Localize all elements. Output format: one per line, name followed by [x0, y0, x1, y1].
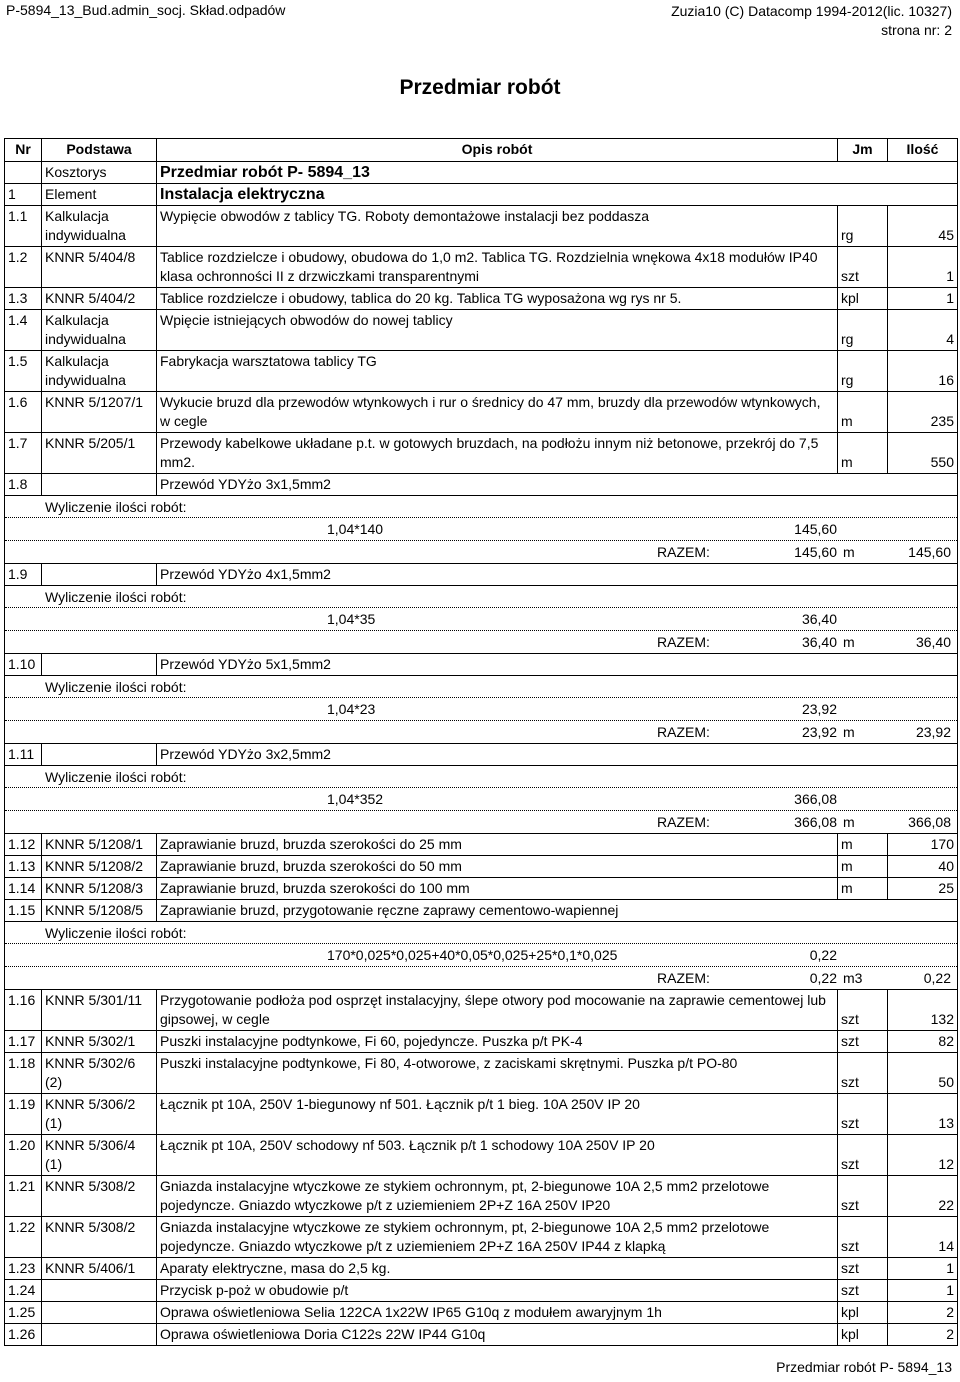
document-name: P-5894_13_Bud.admin_socj. Skład.odpadów — [6, 2, 286, 18]
row-base: KNNR 5/1208/2 — [42, 856, 157, 878]
row-nr: 1.11 — [5, 744, 42, 766]
row-base: KNNR 5/302/6 (2) — [42, 1053, 157, 1094]
software-info — [671, 2, 952, 40]
calc-formula: 1,04*140 — [327, 521, 384, 537]
row-nr: 1.24 — [5, 1280, 42, 1302]
row-unit: szt — [838, 1176, 888, 1217]
row-desc: Przewód YDYżo 4x1,5mm2 — [157, 564, 958, 586]
row-base — [42, 1280, 157, 1302]
row-quantity: 132 — [888, 990, 958, 1031]
row-base: KNNR 5/404/8 — [42, 247, 157, 288]
calc-detail-row — [5, 496, 958, 564]
table-row — [5, 1094, 958, 1135]
row-desc: Puszki instalacyjne podtynkowe, Fi 60, pojedyncze. Puszka p/t PK-4 — [157, 1031, 838, 1053]
calc-detail-row — [5, 676, 958, 744]
row-desc: Zaprawianie bruzd, bruzda szerokości do 50 mm — [157, 856, 838, 878]
row-unit: rg — [838, 206, 888, 247]
row-base — [42, 1302, 157, 1324]
row-base: Kalkulacja indywidualna — [42, 351, 157, 392]
row-nr: 1.1 — [5, 206, 42, 247]
row-quantity: 25 — [888, 878, 958, 900]
table-row — [5, 1053, 958, 1094]
calc-line — [5, 608, 957, 631]
row-unit: kpl — [838, 288, 888, 310]
row-nr: 1.18 — [5, 1053, 42, 1094]
calc-detail-row — [5, 766, 958, 834]
row-desc: Łącznik pt 10A, 250V 1-biegunowy nf 501. Łącznik p/t 1 bieg. 10A 250V IP 20 — [157, 1094, 838, 1135]
calc-label: Wyliczenie ilości robót: — [5, 922, 957, 944]
row-quantity: 1 — [888, 1280, 958, 1302]
row-desc: Tablice rozdzielcze i obudowy, tablica do 20 kg. Tablica TG wyposażona wg rys nr 5. — [157, 288, 838, 310]
row-base: KNNR 5/406/1 — [42, 1258, 157, 1280]
row-nr: 1.22 — [5, 1217, 42, 1258]
row-unit: m — [843, 544, 855, 560]
quantity-calculation — [5, 766, 958, 834]
row-unit: m3 — [843, 970, 863, 986]
table-row — [5, 856, 958, 878]
col-nr: Nr — [5, 139, 42, 162]
row-nr: 1.17 — [5, 1031, 42, 1053]
row-quantity: 45 — [888, 206, 958, 247]
row-unit: szt — [838, 1094, 888, 1135]
calc-line — [5, 698, 957, 721]
table-row — [5, 247, 958, 288]
row-base: KNNR 5/1207/1 — [42, 392, 157, 433]
calc-sum — [5, 811, 957, 833]
cost-estimate-row — [5, 162, 958, 184]
calc-detail-row — [5, 922, 958, 990]
row-base: Kosztorys — [42, 162, 157, 184]
row-unit: szt — [838, 990, 888, 1031]
row-quantity: 1 — [888, 1258, 958, 1280]
row-quantity: 23,92 — [915, 724, 951, 740]
calc-sum — [5, 967, 957, 989]
row-quantity: 2 — [888, 1302, 958, 1324]
row-unit: szt — [838, 1053, 888, 1094]
calc-block — [5, 676, 957, 743]
row-base — [42, 474, 157, 496]
row-nr: 1.20 — [5, 1135, 42, 1176]
row-base: KNNR 5/1208/5 — [42, 900, 157, 922]
razem-value: 36,40 — [801, 634, 837, 650]
row-base: KNNR 5/404/2 — [42, 288, 157, 310]
row-nr: 1.13 — [5, 856, 42, 878]
calc-block — [5, 766, 957, 833]
calc-table-row — [5, 564, 958, 586]
element-row — [5, 184, 958, 206]
row-unit: szt — [838, 1031, 888, 1053]
row-base — [42, 744, 157, 766]
page-number: strona nr: 2 — [881, 22, 952, 38]
calc-sum — [5, 631, 957, 653]
calc-value: 145,60 — [794, 521, 837, 537]
table-row — [5, 351, 958, 392]
row-unit: m — [838, 834, 888, 856]
table-row — [5, 310, 958, 351]
row-nr — [5, 162, 42, 184]
row-nr: 1.4 — [5, 310, 42, 351]
col-desc: Opis robót — [157, 139, 838, 162]
row-quantity: 40 — [888, 856, 958, 878]
row-nr: 1.25 — [5, 1302, 42, 1324]
row-unit: szt — [838, 247, 888, 288]
table-row — [5, 1280, 958, 1302]
calc-value: 36,40 — [801, 611, 837, 627]
row-nr: 1.5 — [5, 351, 42, 392]
razem-label: RAZEM: — [657, 634, 710, 650]
row-nr: 1 — [5, 184, 42, 206]
row-unit: rg — [838, 310, 888, 351]
row-quantity: 22 — [888, 1176, 958, 1217]
row-desc: Aparaty elektryczne, masa do 2,5 kg. — [157, 1258, 838, 1280]
row-quantity: 12 — [888, 1135, 958, 1176]
row-quantity: 50 — [888, 1053, 958, 1094]
table-row — [5, 1176, 958, 1217]
row-nr: 1.15 — [5, 900, 42, 922]
row-quantity: 4 — [888, 310, 958, 351]
razem-label: RAZEM: — [657, 970, 710, 986]
calc-detail-row — [5, 586, 958, 654]
calc-formula: 1,04*23 — [327, 701, 376, 717]
calc-line — [5, 518, 957, 541]
razem-label: RAZEM: — [657, 544, 710, 560]
row-quantity: 366,08 — [908, 814, 951, 830]
quantity-calculation — [5, 496, 958, 564]
row-unit: m — [843, 814, 855, 830]
row-desc: Przycisk p-poż w obudowie p/t — [157, 1280, 838, 1302]
row-desc: Łącznik pt 10A, 250V schodowy nf 503. Łącznik p/t 1 schodowy 10A 250V IP 20 — [157, 1135, 838, 1176]
col-jm: Jm — [838, 139, 888, 162]
row-quantity: 0,22 — [923, 970, 951, 986]
row-desc: Wykucie bruzd dla przewodów wtynkowych i rur o średnicy do 47 mm, bruzdy dla przewodów wtynkowych, w cegle — [157, 392, 838, 433]
row-desc: Zaprawianie bruzd, bruzda szerokości do 100 mm — [157, 878, 838, 900]
table-row — [5, 392, 958, 433]
calc-value: 23,92 — [801, 701, 837, 717]
row-nr: 1.19 — [5, 1094, 42, 1135]
quantity-calculation — [5, 676, 958, 744]
row-desc: Tablice rozdzielcze i obudowy, obudowa do 1,0 m2. Tablica TG. Rozdzielnia wnękowa 4x18 modułów IP40 klasa ochronności II z drzwiczkami transparentnymi — [157, 247, 838, 288]
row-desc: Wpięcie istniejących obwodów do nowej tablicy — [157, 310, 838, 351]
row-nr: 1.16 — [5, 990, 42, 1031]
table-row — [5, 1135, 958, 1176]
table-row — [5, 990, 958, 1031]
row-desc: Przewód YDYżo 5x1,5mm2 — [157, 654, 958, 676]
row-desc: Oprawa oświetleniowa Selia 122CA 1x22W IP65 G10q z modułem awaryjnym 1h — [157, 1302, 838, 1324]
row-base: Element — [42, 184, 157, 206]
row-quantity: 550 — [888, 433, 958, 474]
row-base — [42, 564, 157, 586]
calc-block — [5, 586, 957, 653]
calc-table-row — [5, 900, 958, 922]
row-nr: 1.9 — [5, 564, 42, 586]
calc-value: 366,08 — [794, 791, 837, 807]
row-nr: 1.10 — [5, 654, 42, 676]
table-row — [5, 433, 958, 474]
page-header — [0, 0, 960, 40]
row-quantity: 1 — [888, 247, 958, 288]
row-base — [42, 1324, 157, 1346]
razem-value: 0,22 — [809, 970, 837, 986]
row-unit: szt — [838, 1258, 888, 1280]
table-header-row — [5, 139, 958, 162]
row-nr: 1.6 — [5, 392, 42, 433]
row-quantity: 170 — [888, 834, 958, 856]
table-row — [5, 206, 958, 247]
razem-value: 23,92 — [801, 724, 837, 740]
row-desc: Instalacja elektryczna — [157, 184, 958, 206]
row-unit: kpl — [838, 1324, 888, 1346]
row-base: KNNR 5/301/11 — [42, 990, 157, 1031]
col-qty: Ilość — [888, 139, 958, 162]
calc-formula: 1,04*352 — [327, 791, 384, 807]
row-nr: 1.12 — [5, 834, 42, 856]
calc-block — [5, 922, 957, 989]
row-base: KNNR 5/308/2 — [42, 1217, 157, 1258]
row-desc: Przewody kabelkowe układane p.t. w gotowych bruzdach, na podłożu innym niż betonowe, przekrój do 7,5 mm2. — [157, 433, 838, 474]
row-desc: Przewód YDYżo 3x1,5mm2 — [157, 474, 958, 496]
row-quantity: 16 — [888, 351, 958, 392]
row-unit: szt — [838, 1280, 888, 1302]
row-nr: 1.14 — [5, 878, 42, 900]
table-row — [5, 1031, 958, 1053]
measurement-table — [4, 138, 958, 1346]
row-unit: m — [838, 433, 888, 474]
row-desc: Wypięcie obwodów z tablicy TG. Roboty demontażowe instalacji bez poddasza — [157, 206, 838, 247]
row-quantity: 36,40 — [915, 634, 951, 650]
row-nr: 1.2 — [5, 247, 42, 288]
row-base: KNNR 5/205/1 — [42, 433, 157, 474]
row-desc: Gniazda instalacyjne wtyczkowe ze stykiem ochronnym, pt, 2-biegunowe 10A 2,5 mm2 przelotowe pojedyncze. Gniazdo wtyczkowe p/t z uziemieniem 2P+Z 16A 250V IP44 z klapką — [157, 1217, 838, 1258]
row-quantity: 82 — [888, 1031, 958, 1053]
row-nr: 1.7 — [5, 433, 42, 474]
license-line: Zuzia10 (C) Datacomp 1994-2012(lic. 10327) — [671, 3, 952, 19]
row-desc: Oprawa oświetleniowa Doria C122s 22W IP44 G10q — [157, 1324, 838, 1346]
row-desc: Zaprawianie bruzd, bruzda szerokości do 25 mm — [157, 834, 838, 856]
calc-sum — [5, 721, 957, 743]
calc-label: Wyliczenie ilości robót: — [5, 766, 957, 788]
row-desc: Zaprawianie bruzd, przygotowanie ręczne zaprawy cementowo-wapiennej — [157, 900, 958, 922]
row-unit: m — [838, 878, 888, 900]
row-quantity: 13 — [888, 1094, 958, 1135]
table-row — [5, 288, 958, 310]
row-quantity: 1 — [888, 288, 958, 310]
row-unit: m — [843, 724, 855, 740]
row-base: Kalkulacja indywidualna — [42, 310, 157, 351]
row-unit: szt — [838, 1135, 888, 1176]
calc-label: Wyliczenie ilości robót: — [5, 586, 957, 608]
calc-value: 0,22 — [809, 947, 837, 963]
row-base: KNNR 5/1208/3 — [42, 878, 157, 900]
razem-label: RAZEM: — [657, 814, 710, 830]
razem-label: RAZEM: — [657, 724, 710, 740]
calc-table-row — [5, 654, 958, 676]
page-title: Przedmiar robót — [399, 76, 561, 99]
row-nr: 1.8 — [5, 474, 42, 496]
row-unit: m — [838, 392, 888, 433]
calc-sum — [5, 541, 957, 563]
calc-line — [5, 788, 957, 811]
col-base: Podstawa — [42, 139, 157, 162]
razem-value: 366,08 — [794, 814, 837, 830]
table-row — [5, 1324, 958, 1346]
calc-formula: 1,04*35 — [327, 611, 376, 627]
row-desc: Przewód YDYżo 3x2,5mm2 — [157, 744, 958, 766]
row-base: KNNR 5/1208/1 — [42, 834, 157, 856]
row-unit: m — [838, 856, 888, 878]
table-row — [5, 878, 958, 900]
row-quantity: 2 — [888, 1324, 958, 1346]
calc-label: Wyliczenie ilości robót: — [5, 676, 957, 698]
row-base: Kalkulacja indywidualna — [42, 206, 157, 247]
row-desc: Puszki instalacyjne podtynkowe, Fi 80, 4-otworowe, z zaciskami skrętnymi. Puszka p/t PO-80 — [157, 1053, 838, 1094]
row-unit: m — [843, 634, 855, 650]
calc-label: Wyliczenie ilości robót: — [5, 496, 957, 518]
razem-value: 145,60 — [794, 544, 837, 560]
row-base: KNNR 5/308/2 — [42, 1176, 157, 1217]
row-nr: 1.3 — [5, 288, 42, 310]
row-unit: szt — [838, 1217, 888, 1258]
table-row — [5, 1302, 958, 1324]
table-row — [5, 1217, 958, 1258]
row-base: KNNR 5/306/2 (1) — [42, 1094, 157, 1135]
row-desc: Fabrykacja warsztatowa tablicy TG — [157, 351, 838, 392]
row-nr: 1.26 — [5, 1324, 42, 1346]
row-desc: Przedmiar robót P- 5894_13 — [157, 162, 958, 184]
row-nr: 1.23 — [5, 1258, 42, 1280]
row-base: KNNR 5/306/4 (1) — [42, 1135, 157, 1176]
table-row — [5, 1258, 958, 1280]
row-unit: kpl — [838, 1302, 888, 1324]
quantity-calculation — [5, 586, 958, 654]
row-base — [42, 654, 157, 676]
row-unit: rg — [838, 351, 888, 392]
calc-table-row — [5, 744, 958, 766]
table-row — [5, 834, 958, 856]
row-nr: 1.21 — [5, 1176, 42, 1217]
row-quantity: 145,60 — [908, 544, 951, 560]
row-desc: Gniazda instalacyjne wtyczkowe ze stykiem ochronnym, pt, 2-biegunowe 10A 2,5 mm2 przelotowe pojedyncze. Gniazdo wtyczkowe p/t z uziemieniem 2P+Z 16A 250V IP20 — [157, 1176, 838, 1217]
row-quantity: 14 — [888, 1217, 958, 1258]
page-footer: Przedmiar robót P- 5894_13 — [776, 1359, 952, 1375]
calc-block — [5, 496, 957, 563]
calc-formula: 170*0,025*0,025+40*0,05*0,025+25*0,1*0,025 — [327, 947, 618, 963]
quantity-calculation — [5, 922, 958, 990]
row-base: KNNR 5/302/1 — [42, 1031, 157, 1053]
calc-table-row — [5, 474, 958, 496]
calc-line — [5, 944, 957, 967]
row-quantity: 235 — [888, 392, 958, 433]
row-desc: Przygotowanie podłoża pod osprzęt instalacyjny, ślepe otwory pod mocowanie na zaprawie cementowej lub gipsowej, w cegle — [157, 990, 838, 1031]
